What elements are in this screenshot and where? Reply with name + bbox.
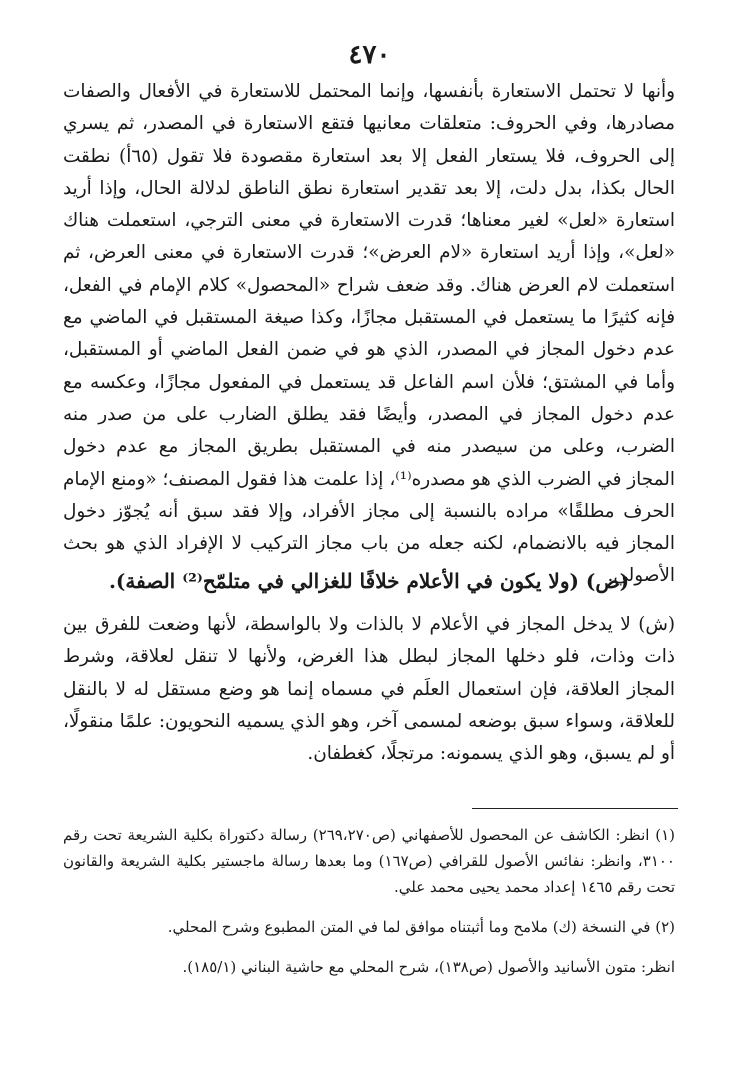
body-paragraph: وأنها لا تحتمل الاستعارة بأنفسها، وإنما المحتمل للاستعارة في الأفعال والصفات مصادرها، وفي الحروف: متعلقات معانيها فتقع الاستعارة في المصدر، ثم يسري إلى الحروف، فلا يستعار الفعل إلا بعد استعارة مقصودة فلا تقول (٦٥أ) نطقت الحال بكذا، بدل دلت، إلا بعد تقدير استعارة نطق الناطق لدلالة الحال، وإذا أريد استعارة «لعل» لغير معناها؛ قدرت الاستعارة في معنى الترجي، استعملت هناك «لعل»، وإذا أريد استعارة «لام العرض»؛ قدرت الاستعارة في معنى العرض، ثم استعملت لام العرض هناك. وقد ضعف شراح «المحصول» كلام الإمام في الفعل، فإنه كثيرًا ما يستعمل في المستقبل مجازًا، وكذا صيغة المستقبل في الماضي مع عدم دخول المجاز في المصدر، الذي هو في ضمن الفعل الماضي أو المستقبل، وأما في المشتق؛ فلأن اسم الفاعل قد يستعمل في المفعول مجازًا، وعكسه مع عدم دخول المجاز في المصدر، وأيضًا فقد يطلق الضارب على من صدر منه الضرب، وعلى من سيصدر منه في المستقبل بطريق المجاز مع عدم دخول المجاز في الضرب الذي هو مصدره⁽¹⁾، إذا علمت هذا فقول المصنف؛ «ومنع الإمام الحرف مطلقًا» مراده بالنسبة إلى مجاز الأفراد، وإلا فقد سبق أنه يُجوّز دخول المجاز فيه بالانضمام، لكنه جعله من باب مجاز التركيب لا الإفراد الذي هو بحث الأصولي. (63, 81, 676, 587)
body-paragraph: (ش) لا يدخل المجاز في الأعلام لا بالذات ولا بالواسطة، لأنها وضعت للفرق بين ذات وذات، فلو دخلها المجاز لبطل هذا الغرض، ولأنها لا تنقل لعلاقة، وشرط المجاز العلاقة، فإن استعمال العلَم في مسماه إنما هو وضع مستقل له لا بالنقل للعلاقة، وسواء سبق بوضعه لمسمى آخر، وهو الذي يسميه النحويون: علمًا منقولًا، أو لم يسبق، وهو الذي يسمونه: مرتجلًا، كغطفان. (63, 614, 675, 765)
footnote-1: (١) انظر: الكاشف عن المحصول للأصفهاني (ص٢٦٩،٢٧٠) رسالة دكتوراة بكلية الشريعة تحت رقم ٣١٠٠، وانظر: نفائس الأصول للقرافي (ص١٦٧) وما بعدها رسالة ماجستير بكلية الشريعة والقانون تحت رقم ١٤٦٥ إعداد محمد يحيى محمد علي. (63, 826, 675, 896)
footnote-2-continuation: انظر: متون الأسانيد والأصول (ص١٣٨)، شرح المحلي مع حاشية البناني (١٨٥/١). (182, 958, 675, 976)
footnote-divider (472, 808, 678, 809)
page-number: ٤٧٠ (348, 40, 391, 70)
section-heading: (ص) (ولا يكون في الأعلام خلافًا للغزالي في متلمّح⁽²⁾ الصفة). (108, 569, 630, 593)
footnote-2: (٢) في النسخة (ك) ملامح وما أثبتناه موافق لما في المتن المطبوع وشرح المحلي. (167, 918, 675, 936)
